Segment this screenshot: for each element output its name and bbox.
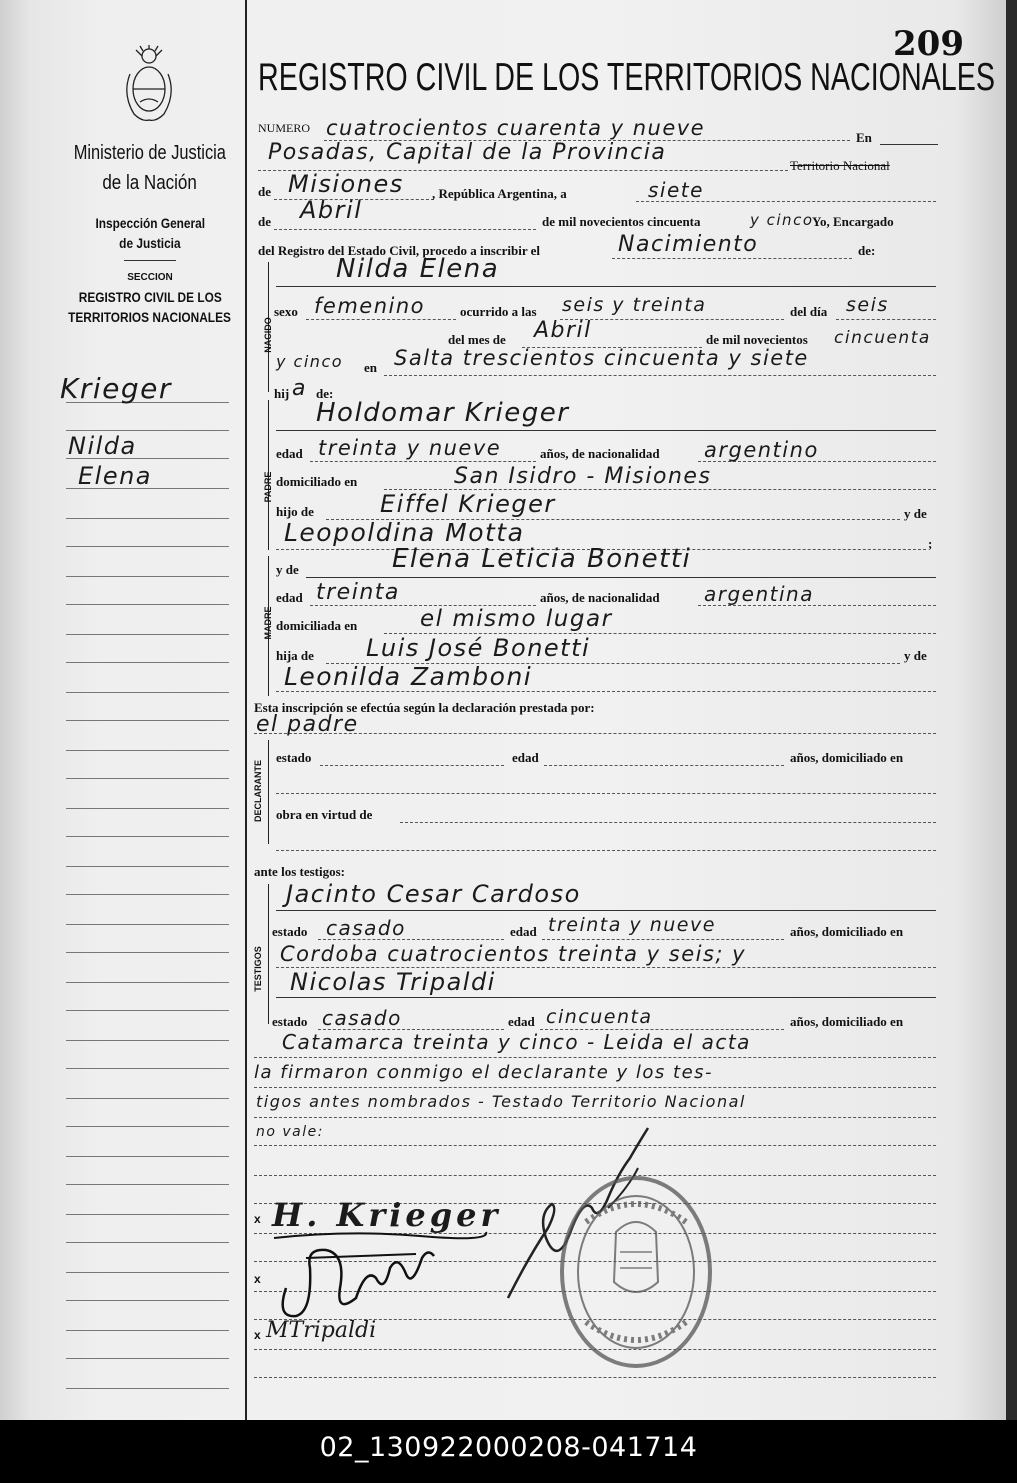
closing-line-2: tigos antes nombrados - Testado Territorio Nacional: [256, 1092, 746, 1111]
madre-edad-value: treinta: [316, 580, 400, 605]
t1-edad-value: treinta y nueve: [548, 914, 716, 936]
republica-label: , República Argentina, a: [432, 186, 567, 201]
estado-label-t1: estado: [272, 924, 308, 939]
de-label-3: de:: [316, 386, 334, 401]
testigo1-value: Jacinto Cesar Cardoso: [286, 880, 581, 908]
ministry-label-2: de la Nación: [102, 172, 198, 194]
en-label: En: [856, 130, 872, 145]
anos-domiciliado-label-t1: años, domiciliado en: [790, 924, 904, 939]
ministry-label: Ministerio de Justicia: [73, 142, 227, 164]
nombre-value: Nilda Elena: [336, 254, 500, 284]
section-name-2: TERRITORIOS NACIONALES: [68, 310, 232, 325]
header-divider: [124, 260, 176, 261]
madre-value: Elena Leticia Bonetti: [392, 544, 692, 574]
hijo-de-label: hijo de: [276, 504, 314, 519]
page-title: REGISTRO CIVIL DE LOS TERRITORIOS NACIONALES: [258, 56, 995, 99]
ocurrido-label: ocurrido a las: [460, 304, 537, 319]
t2-dom-value: Catamarca treinta y cinco - Leida el acta: [282, 1030, 751, 1054]
domiciliado-label-padre: domiciliado en: [276, 474, 358, 489]
territorio-label: Territorio Nacional: [790, 158, 890, 173]
sexo-label: sexo: [274, 304, 298, 319]
margin-surname: Krieger: [60, 372, 172, 405]
file-id-caption: 02_130922000208-041714: [319, 1432, 698, 1463]
y-de-label-3: y de: [904, 648, 927, 663]
inspection-label: Inspección General: [95, 216, 205, 231]
inspection-label-2: de Justicia: [119, 236, 181, 251]
madre-dom-value: el mismo lugar: [420, 606, 613, 632]
padre-madre-value: Leopoldina Motta: [284, 518, 525, 547]
anio-nac-2-value: y cinco: [276, 352, 344, 371]
edad-label-t1: edad: [510, 924, 537, 939]
nacido-side-label: NACIDO: [263, 317, 273, 353]
anos-nac-label-madre: años, de nacionalidad: [540, 590, 660, 605]
de-mil-label: de mil novecientos cincuenta: [542, 214, 701, 229]
numero-label: NUMERO: [258, 121, 311, 135]
padre-padre-value: Eiffel Krieger: [380, 490, 556, 518]
del-mes-label: del mes de: [448, 332, 506, 347]
sign-mark-3: x: [254, 1328, 261, 1342]
column-divider: [245, 0, 247, 1420]
t1-dom-value: Cordoba cuatrocientos treinta y seis; y: [280, 942, 747, 966]
mes-nac-value: Abril: [534, 318, 592, 343]
page-right-edge: [1006, 0, 1017, 1420]
madre-side-label: MADRE: [263, 606, 273, 640]
margin-given-1: Nilda: [68, 432, 137, 460]
madre-madre-value: Leonilda Zamboni: [284, 662, 533, 691]
y-de-label-1: y de: [904, 506, 927, 521]
provincia-value: Misiones: [288, 170, 404, 198]
edad-label-declarante: edad: [512, 750, 539, 765]
t1-estado-value: casado: [326, 916, 406, 940]
padre-nac-value: argentino: [704, 438, 819, 462]
madre-nac-value: argentina: [704, 582, 814, 606]
dia-nac-value: seis: [846, 294, 889, 316]
section-name: REGISTRO CIVIL DE LOS: [78, 290, 222, 305]
coat-of-arms-icon: [120, 44, 178, 124]
de-label-1: de: [258, 184, 271, 199]
obra-label: obra en virtud de: [276, 807, 373, 822]
anos-domiciliado-label-t2: años, domiciliado en: [790, 1014, 904, 1029]
registro-label: del Registro del Estado Civil, procedo a inscribir el: [258, 243, 541, 258]
t2-estado-value: casado: [322, 1006, 402, 1030]
padre-edad-value: treinta y nueve: [318, 436, 502, 460]
de-label-2: de: [258, 214, 271, 229]
anio-value: y cinco: [750, 211, 814, 229]
lugar-nac-value: Salta trescientos cincuenta y siete: [394, 346, 809, 370]
y-de-label-2: y de: [276, 562, 299, 577]
testigos-side-label: TESTIGOS: [253, 946, 263, 992]
section-label: SECCION: [127, 272, 173, 283]
madre-padre-value: Luis José Bonetti: [366, 634, 591, 662]
sign-mark-2: x: [254, 1272, 261, 1286]
estado-label-declarante: estado: [276, 750, 312, 765]
testigo2-value: Nicolas Tripaldi: [290, 968, 496, 996]
closing-line-3: no vale:: [256, 1124, 324, 1140]
third-signature: MTripaldi: [266, 1318, 377, 1343]
domiciliada-label: domiciliada en: [276, 618, 358, 633]
anos-domiciliado-label: años, domiciliado en: [790, 750, 904, 765]
numero-value: cuatrocientos cuarenta y nueve: [326, 116, 706, 140]
t2-edad-value: cincuenta: [546, 1006, 653, 1028]
del-dia-label: del día: [790, 304, 828, 319]
hij-label: hij: [274, 386, 290, 401]
sexo-value: femenino: [314, 294, 425, 318]
declarante-value: el padre: [256, 712, 359, 737]
ante-testigos-label: ante los testigos:: [254, 864, 345, 879]
lugar-value: Posadas, Capital de la Provincia: [268, 140, 667, 165]
edad-label-t2: edad: [508, 1014, 535, 1029]
de-mil-nov-label: de mil novecientos: [706, 332, 808, 347]
edad-label-madre: edad: [276, 590, 303, 605]
anio-nac-value: cincuenta: [834, 328, 931, 348]
hij-suffix-value: a: [292, 376, 307, 401]
padre-dom-value: San Isidro - Misiones: [454, 464, 712, 489]
closing-line-1: la firmaron conmigo el declarante y los tes-: [254, 1062, 714, 1083]
official-stamp-icon: [556, 1172, 716, 1372]
esta-inscripcion-label: Esta inscripción se efectúa según la declaración prestada por:: [254, 700, 595, 715]
padre-side-label: PADRE: [263, 471, 273, 503]
en-lower-label: en: [364, 360, 377, 375]
hija-de-label: hija de: [276, 648, 314, 663]
acto-value: Nacimiento: [618, 232, 759, 257]
margin-given-2: Elena: [78, 462, 153, 490]
estado-label-t2: estado: [272, 1014, 308, 1029]
father-signature: H. Krieger: [272, 1196, 502, 1234]
yo-encargado-label: Yo, Encargado: [812, 214, 894, 229]
witness-signature-scribble: [266, 1228, 446, 1328]
declarante-side-label: DECLARANTE: [253, 760, 263, 822]
anos-nac-label-padre: años, de nacionalidad: [540, 446, 660, 461]
edad-label-padre: edad: [276, 446, 303, 461]
de-colon-label: de:: [858, 243, 876, 258]
dia-value: siete: [648, 178, 704, 202]
page-number: 209: [893, 24, 964, 64]
padre-value: Holdomar Krieger: [316, 398, 570, 428]
mes-value: Abril: [300, 196, 363, 224]
sign-mark-1: x: [254, 1212, 261, 1226]
hora-value: seis y treinta: [562, 294, 707, 316]
semicolon-label: ;: [928, 536, 933, 551]
